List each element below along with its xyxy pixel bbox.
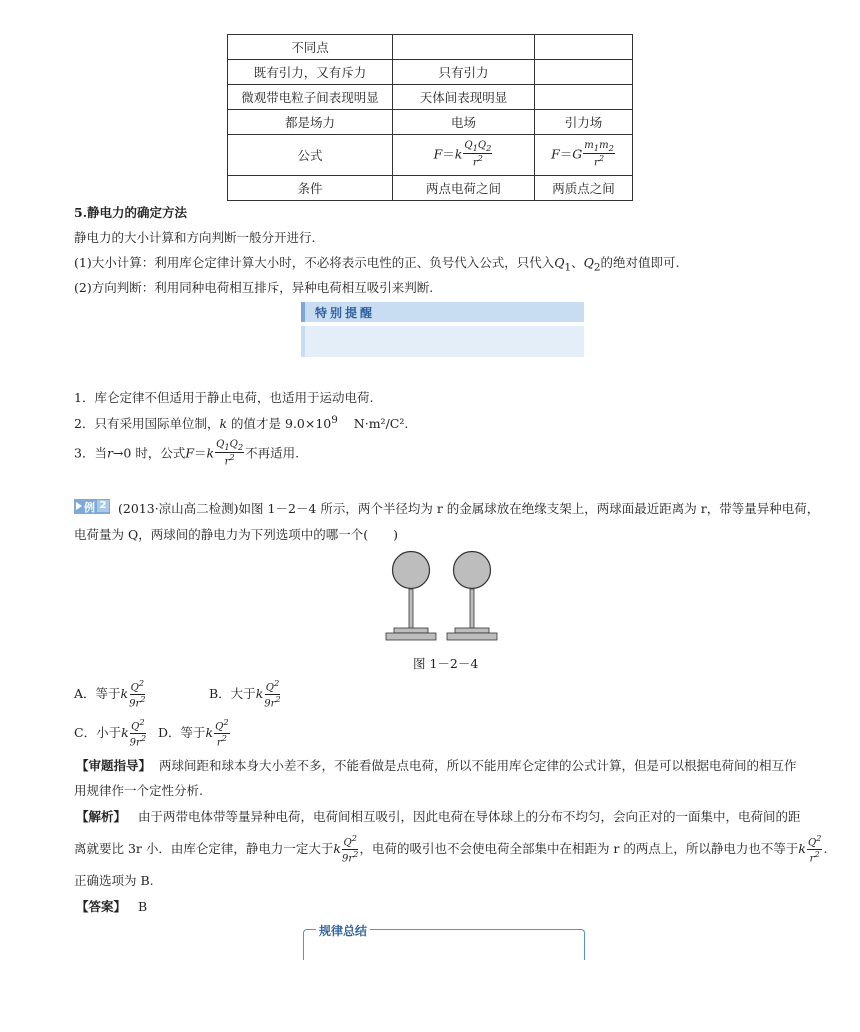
figure-caption: 图 1－2－4 bbox=[413, 656, 479, 671]
example-number: 2 bbox=[97, 500, 109, 512]
text: 两球间距和球本身大小差不多，不能看做是点电荷，所以不能用库仑定律的公式计算，但是可以根据电荷间的相互作 bbox=[158, 758, 797, 773]
table-cell bbox=[535, 85, 633, 110]
option-d: D．等于k $\frac{Q^2}{r^2}$ bbox=[158, 717, 229, 749]
text: 不再适用. bbox=[245, 445, 300, 461]
text: 2．只有采用国际单位制， bbox=[74, 416, 220, 432]
table-cell: 微观带电粒子间表现明显 bbox=[228, 85, 393, 110]
note-3: 3．当r→0 时，公式F＝k $\frac{Q_1Q_2}{r^2}$ 不再适用. bbox=[74, 439, 300, 468]
note-1: 1．库仑定律不但适用于静止电荷，也适用于运动电荷. bbox=[74, 390, 374, 405]
option-c: C．小于k $\frac{Q^2}{9r^2}$ bbox=[74, 717, 147, 749]
sphere-right bbox=[447, 552, 497, 641]
table-cell: 两质点之间 bbox=[535, 176, 633, 201]
guide-line-2: 用规律作一个定性分析. bbox=[74, 783, 203, 798]
answer-tag: 【答案】 bbox=[76, 899, 127, 914]
guide-tag: 【审题指导】 bbox=[76, 758, 152, 773]
analysis-line-1 bbox=[76, 807, 800, 825]
text: 由于两带电体带等量异种电荷，电荷间相互吸引，因此电荷在导体球上的分布不均匀，会向正对的一面集中，电荷间的距 bbox=[137, 809, 801, 824]
summary-title: 规律总结 bbox=[316, 922, 370, 939]
table-cell: 都是场力 bbox=[228, 110, 393, 135]
guide-line-1 bbox=[76, 756, 796, 774]
reminder-body bbox=[301, 326, 584, 357]
example-label: 例 bbox=[84, 501, 95, 514]
triangle-icon bbox=[76, 502, 82, 510]
table-row bbox=[228, 85, 633, 110]
answer-line bbox=[76, 897, 147, 915]
section-point-2: (2)方向判断：利用同种电荷相互排斥，异种电荷相互吸引来判断. bbox=[74, 280, 434, 295]
text: 离就要比 3r 小．由库仑定律，静电力一定大于 bbox=[74, 840, 334, 856]
option-label: B．大于 bbox=[209, 685, 256, 701]
text: 的绝对值即可. bbox=[600, 255, 680, 270]
note-2: 2．只有采用国际单位制，k 的值才是 $9.0\times 10^9$ N·m²/C². bbox=[74, 414, 409, 432]
table-cell: 条件 bbox=[228, 176, 393, 201]
table-row bbox=[228, 110, 633, 135]
table-cell bbox=[535, 60, 633, 85]
option-label: C．小于 bbox=[74, 724, 122, 740]
table-cell: 只有引力 bbox=[393, 60, 535, 85]
text: 3．当 bbox=[74, 445, 107, 461]
table-row bbox=[228, 176, 633, 201]
summary-box bbox=[303, 924, 585, 960]
table-cell bbox=[393, 35, 535, 60]
option-label: D．等于 bbox=[158, 724, 206, 740]
analysis-tag: 【解析】 bbox=[76, 809, 127, 824]
example-line-2: 电荷量为 Q，两球间的静电力为下列选项中的哪一个( ) bbox=[74, 527, 398, 542]
option-b: B．大于k $\frac{Q^2}{9r^2}$ bbox=[209, 678, 281, 710]
section-intro: 静电力的大小计算和方向判断一般分开进行. bbox=[74, 230, 316, 245]
reminder-header bbox=[301, 302, 584, 322]
comparison-table bbox=[227, 34, 633, 201]
table-cell: 天体间表现明显 bbox=[393, 85, 535, 110]
sphere-left bbox=[386, 552, 436, 641]
coulomb-formula: F＝k $\frac{Q_1Q_2}{r^2}$ bbox=[393, 135, 535, 176]
figure-spheres bbox=[380, 548, 500, 646]
text: ，电荷的吸引也不会使电荷全部集中在相距为 r 的两点上，所以静电力也不等于 bbox=[359, 840, 799, 856]
section-point-1: (1)大小计算：利用库仑定律计算大小时，不必将表示电性的正、负号代入公式，只代入$Q_1$、$Q_2$的绝对值即可. bbox=[74, 255, 680, 274]
answer-value: B bbox=[137, 899, 148, 914]
text: (1)大小计算：利用库仑定律计算大小时，不必将表示电性的正、负号代入公式，只代入 bbox=[74, 255, 555, 270]
table-row bbox=[228, 35, 633, 60]
table-cell bbox=[535, 35, 633, 60]
option-a: A．等于k $\frac{Q^2}{9r^2}$ bbox=[74, 678, 146, 710]
option-label: A．等于 bbox=[74, 685, 121, 701]
table-row bbox=[228, 60, 633, 85]
table-cell: 不同点 bbox=[228, 35, 393, 60]
table-cell: 两点电荷之间 bbox=[393, 176, 535, 201]
table-cell: 电场 bbox=[393, 110, 535, 135]
unit: N·m²/C². bbox=[353, 416, 409, 432]
analysis-line-3: 正确选项为 B. bbox=[74, 873, 154, 888]
table-row bbox=[228, 135, 633, 176]
analysis-line-2: 离就要比 3r 小．由库仑定律，静电力一定大于k $\frac{Q^2}{9r^2}$ ，电荷的吸引也不会使电荷全部集中在相距为 r 的两点上，所以静电力也不等于k $\frac{Q^2}{r^2}$ . bbox=[74, 833, 828, 865]
table-cell: 引力场 bbox=[535, 110, 633, 135]
table-cell: 公式 bbox=[228, 135, 393, 176]
example-line-1: (2013·凉山高二检测)如图 1－2－4 所示，两个半径均为 r 的金属球放在绝缘支架上，两球面最近距离为 r，带等量异种电荷， bbox=[118, 501, 820, 516]
table-cell: 既有引力，又有斥力 bbox=[228, 60, 393, 85]
gravity-formula: F＝G $\frac{m_1m_2}{r^2}$ bbox=[535, 135, 633, 176]
text: →0 时，公式 bbox=[112, 445, 186, 461]
section-title: 5.静电力的确定方法 bbox=[74, 205, 188, 220]
exponent: 9 bbox=[331, 414, 338, 426]
reminder-title: 特别提醒 bbox=[315, 306, 376, 320]
example-tag bbox=[74, 499, 110, 514]
text: 的值才是 9.0×10 bbox=[231, 416, 332, 432]
